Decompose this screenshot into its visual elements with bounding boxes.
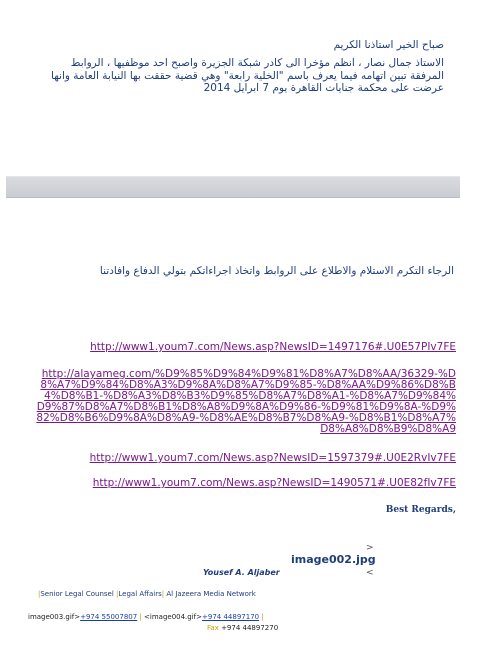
news-link-2[interactable]: http://alayameg.com/%D9%85%D9%84%D9%81%D8%A7%D8%AA/36329-%D8%A7%D9%84%D8%A3%D9%8A%D8%A7%D9%85-%D8%AA%D9%86%D8%B4%D8%B1-%D8%A3%D8%B3%D9%85%D8%A7%D8%A1-%D8%A7%D9%84%D9%87%D8%A7%D8%B1%D8%A8%D9%8A%D9%86-%D9%81%D9%8A-%D9%82%D8%B6%D9%8A%D8%A9-%D8%AE%D8%B7%D8%A9-%D8%B1%D8%A7%D8%A8%D8%B9%D8%A9 — [36, 368, 456, 435]
news-link-1[interactable]: http://www1.youm7.com/News.asp?NewsID=1497176#.U0E57PIv7FE — [90, 341, 456, 353]
separator-bar — [6, 176, 460, 198]
role-company: Al Jazeera Media Network — [166, 590, 256, 598]
link-block-3 — [36, 453, 456, 464]
phone-link-1[interactable]: +974 55007807 — [80, 613, 138, 621]
phone-link-2[interactable]: +974 44897170 — [202, 613, 260, 621]
signature-contact-line: image003.gif>+974 55007807 | <image004.gif>+974 44897170 | — [28, 613, 264, 621]
request-text: الرجاء التكرم الاستلام والاطلاع على الروابط واتخاذ اجراءاتكم بتولي الدفاع وافادتنا — [99, 265, 454, 277]
link-block-4 — [36, 478, 456, 489]
role-title: Senior Legal Counsel — [40, 590, 114, 598]
bracket-close: < — [366, 568, 374, 578]
link-block-1 — [36, 342, 456, 353]
closing-text: Best Regards, — [385, 505, 456, 515]
news-link-3[interactable]: http://www1.youm7.com/News.asp?NewsID=1597379#.U0E2RvIv7FE — [89, 452, 456, 464]
signature-role-line: |Senior Legal Counsel |Legal Affairs| Al Jazeera Media Network — [38, 590, 256, 598]
bracket-open: > — [366, 543, 374, 553]
fax-label: Fax — [207, 624, 219, 632]
signature-image-placeholder: image002.jpg — [291, 553, 376, 566]
link-block-2 — [36, 369, 456, 435]
body-paragraph: الاستاذ جمال نصار ، انظم مؤخرا الى كادر شبكة الجزيرة واصبح احد موظفيها ، الروابط المرفقة تبين اتهامه فيما يعرف باسم "الخلية رابعة" وهي قضية حققت بها النيابة العامة وانها عرضت على محكمة جنايات القاهرة يوم 7 ابرايل 2014 — [51, 57, 444, 94]
fax-number: +974 44897270 — [221, 624, 279, 632]
image3-placeholder: image003.gif> — [28, 613, 81, 621]
news-link-4[interactable]: http://www1.youm7.com/News.asp?NewsID=1490571#.U0E82fIv7FE — [92, 477, 456, 489]
signature-name: Yousef A. Aljaber — [203, 568, 280, 577]
greeting-text: صباح الخير استاذنا الكريم — [333, 39, 444, 51]
role-department: Legal Affairs — [118, 590, 162, 598]
signature-fax-line — [207, 624, 278, 632]
image4-placeholder: <image004.gif> — [144, 613, 203, 621]
